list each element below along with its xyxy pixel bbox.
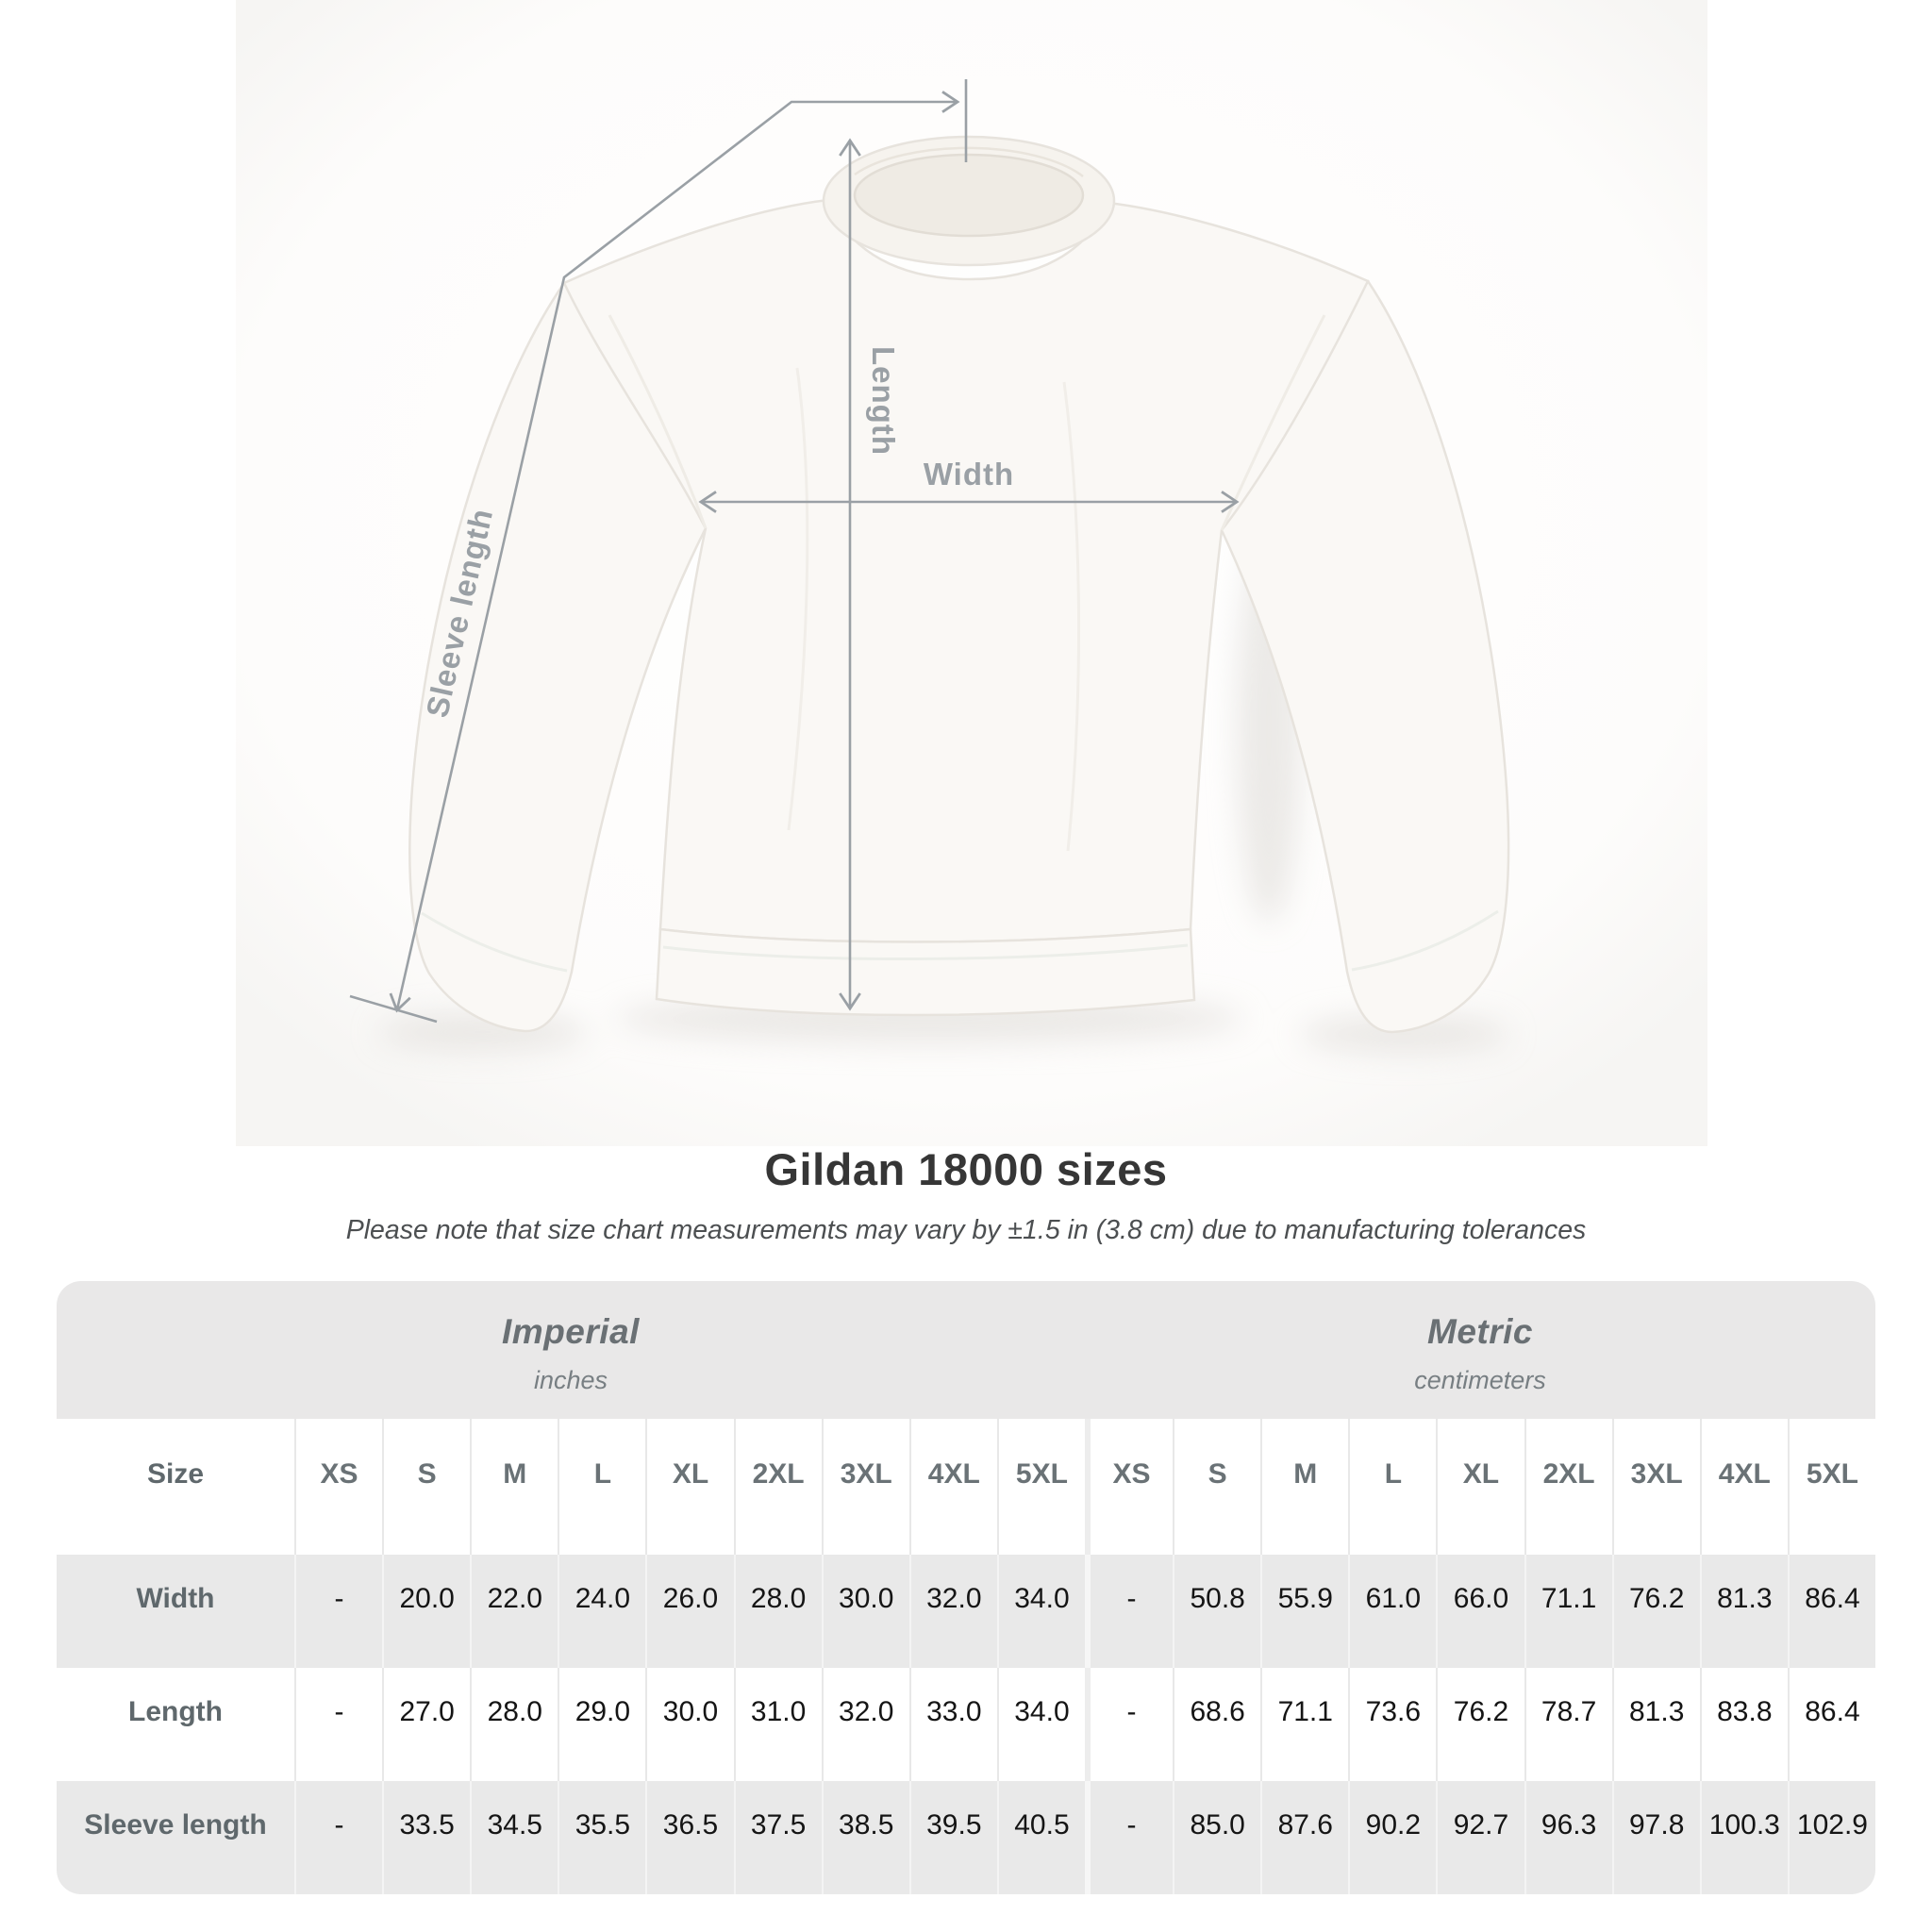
size-col-header-metric-3xl: 3XL: [1612, 1419, 1700, 1555]
cell-sleeve-length-metric-3xl: 97.8: [1612, 1781, 1700, 1894]
size-table: [57, 1281, 1875, 1894]
unit-group-row: [57, 1281, 1875, 1419]
cell-sleeve-length-metric-5xl: 102.9: [1788, 1781, 1875, 1894]
metric-unit: centimeters: [1414, 1366, 1546, 1394]
size-col-header-metric-m: M: [1260, 1419, 1348, 1555]
size-col-header-imperial-2xl: 2XL: [734, 1419, 822, 1555]
collar-opening: [855, 155, 1083, 236]
cell-length-metric-s: 68.6: [1173, 1668, 1260, 1781]
measurement-row-width: [57, 1555, 1875, 1668]
cell-width-imperial-xl: 26.0: [645, 1555, 733, 1668]
cell-sleeve-length-imperial-m: 34.5: [470, 1781, 558, 1894]
cell-sleeve-length-metric-s: 85.0: [1173, 1781, 1260, 1894]
size-header-row: [57, 1419, 1875, 1555]
size-col-header-metric-l: L: [1348, 1419, 1436, 1555]
size-col-header-metric-4xl: 4XL: [1700, 1419, 1788, 1555]
unit-group-imperial: [57, 1281, 1085, 1419]
length-label: Length: [866, 346, 901, 456]
page-title: Gildan 18000 sizes: [764, 1144, 1168, 1194]
unit-group-metric: [1085, 1281, 1875, 1419]
cell-sleeve-length-imperial-2xl: 37.5: [734, 1781, 822, 1894]
measurement-row-length: [57, 1668, 1875, 1781]
size-col-header-metric-s: S: [1173, 1419, 1260, 1555]
cell-sleeve-length-metric-l: 90.2: [1348, 1781, 1436, 1894]
cell-width-metric-2xl: 71.1: [1524, 1555, 1612, 1668]
cell-length-metric-3xl: 81.3: [1612, 1668, 1700, 1781]
hem-band: [657, 929, 1194, 1015]
size-col-header-imperial-5xl: 5XL: [997, 1419, 1085, 1555]
cell-width-imperial-5xl: 34.0: [997, 1555, 1085, 1668]
cell-length-imperial-s: 27.0: [382, 1668, 470, 1781]
row-label-width: Width: [57, 1555, 294, 1668]
cell-width-metric-m: 55.9: [1260, 1555, 1348, 1668]
cell-length-imperial-4xl: 33.0: [909, 1668, 997, 1781]
sleeve-length-label: Sleeve length: [419, 505, 500, 721]
cell-width-imperial-3xl: 30.0: [822, 1555, 909, 1668]
tolerance-note: Please note that size chart measurements may vary by ±1.5 in (3.8 cm) due to manufacturing tolerances: [345, 1215, 1587, 1245]
cell-length-imperial-m: 28.0: [470, 1668, 558, 1781]
cell-length-metric-m: 71.1: [1260, 1668, 1348, 1781]
size-col-header-imperial-xs: XS: [294, 1419, 382, 1555]
cell-width-metric-l: 61.0: [1348, 1555, 1436, 1668]
cell-length-metric-xl: 76.2: [1436, 1668, 1524, 1781]
cell-length-metric-xs: -: [1085, 1668, 1173, 1781]
size-col-header-metric-2xl: 2XL: [1524, 1419, 1612, 1555]
cell-width-imperial-4xl: 32.0: [909, 1555, 997, 1668]
cell-width-metric-s: 50.8: [1173, 1555, 1260, 1668]
size-col-header-metric-xl: XL: [1436, 1419, 1524, 1555]
cell-sleeve-length-imperial-5xl: 40.5: [997, 1781, 1085, 1894]
cell-width-imperial-2xl: 28.0: [734, 1555, 822, 1668]
cell-width-imperial-l: 24.0: [558, 1555, 645, 1668]
cell-sleeve-length-imperial-xl: 36.5: [645, 1781, 733, 1894]
size-col-header-imperial-xl: XL: [645, 1419, 733, 1555]
cell-length-imperial-2xl: 31.0: [734, 1668, 822, 1781]
cell-length-metric-5xl: 86.4: [1788, 1668, 1875, 1781]
cell-sleeve-length-imperial-3xl: 38.5: [822, 1781, 909, 1894]
cell-sleeve-length-metric-m: 87.6: [1260, 1781, 1348, 1894]
cell-length-imperial-xs: -: [294, 1668, 382, 1781]
cell-length-metric-2xl: 78.7: [1524, 1668, 1612, 1781]
width-label: Width: [923, 457, 1015, 491]
cell-width-metric-3xl: 76.2: [1612, 1555, 1700, 1668]
measurement-row-sleeve-length: [57, 1781, 1875, 1894]
cell-sleeve-length-metric-xs: -: [1085, 1781, 1173, 1894]
cell-width-metric-xs: -: [1085, 1555, 1173, 1668]
row-label-sleeve-length: Sleeve length: [57, 1781, 294, 1894]
size-col-header-imperial-4xl: 4XL: [909, 1419, 997, 1555]
size-col-header-imperial-m: M: [470, 1419, 558, 1555]
cell-sleeve-length-imperial-s: 33.5: [382, 1781, 470, 1894]
imperial-label: Imperial: [502, 1312, 640, 1351]
metric-label: Metric: [1427, 1312, 1533, 1351]
cell-length-imperial-l: 29.0: [558, 1668, 645, 1781]
cell-sleeve-length-metric-4xl: 100.3: [1700, 1781, 1788, 1894]
size-table-grid: [57, 1281, 1875, 1894]
cell-width-metric-xl: 66.0: [1436, 1555, 1524, 1668]
cell-width-imperial-m: 22.0: [470, 1555, 558, 1668]
cell-sleeve-length-metric-xl: 92.7: [1436, 1781, 1524, 1894]
size-col-header-imperial-l: L: [558, 1419, 645, 1555]
cell-sleeve-length-imperial-xs: -: [294, 1781, 382, 1894]
cell-sleeve-length-metric-2xl: 96.3: [1524, 1781, 1612, 1894]
cell-sleeve-length-imperial-l: 35.5: [558, 1781, 645, 1894]
imperial-unit: inches: [533, 1366, 608, 1394]
cell-width-imperial-s: 20.0: [382, 1555, 470, 1668]
row-label-length: Length: [57, 1668, 294, 1781]
cell-width-metric-4xl: 81.3: [1700, 1555, 1788, 1668]
size-col-header-imperial-3xl: 3XL: [822, 1419, 909, 1555]
size-col-header-metric-xs: XS: [1085, 1419, 1173, 1555]
size-col-header-metric-5xl: 5XL: [1788, 1419, 1875, 1555]
cell-length-metric-l: 73.6: [1348, 1668, 1436, 1781]
size-col-header-imperial-s: S: [382, 1419, 470, 1555]
cell-length-metric-4xl: 83.8: [1700, 1668, 1788, 1781]
cell-width-imperial-xs: -: [294, 1555, 382, 1668]
cell-length-imperial-5xl: 34.0: [997, 1668, 1085, 1781]
size-column-header: Size: [57, 1419, 294, 1555]
cell-length-imperial-3xl: 32.0: [822, 1668, 909, 1781]
cell-width-metric-5xl: 86.4: [1788, 1555, 1875, 1668]
cell-sleeve-length-imperial-4xl: 39.5: [909, 1781, 997, 1894]
cell-length-imperial-xl: 30.0: [645, 1668, 733, 1781]
